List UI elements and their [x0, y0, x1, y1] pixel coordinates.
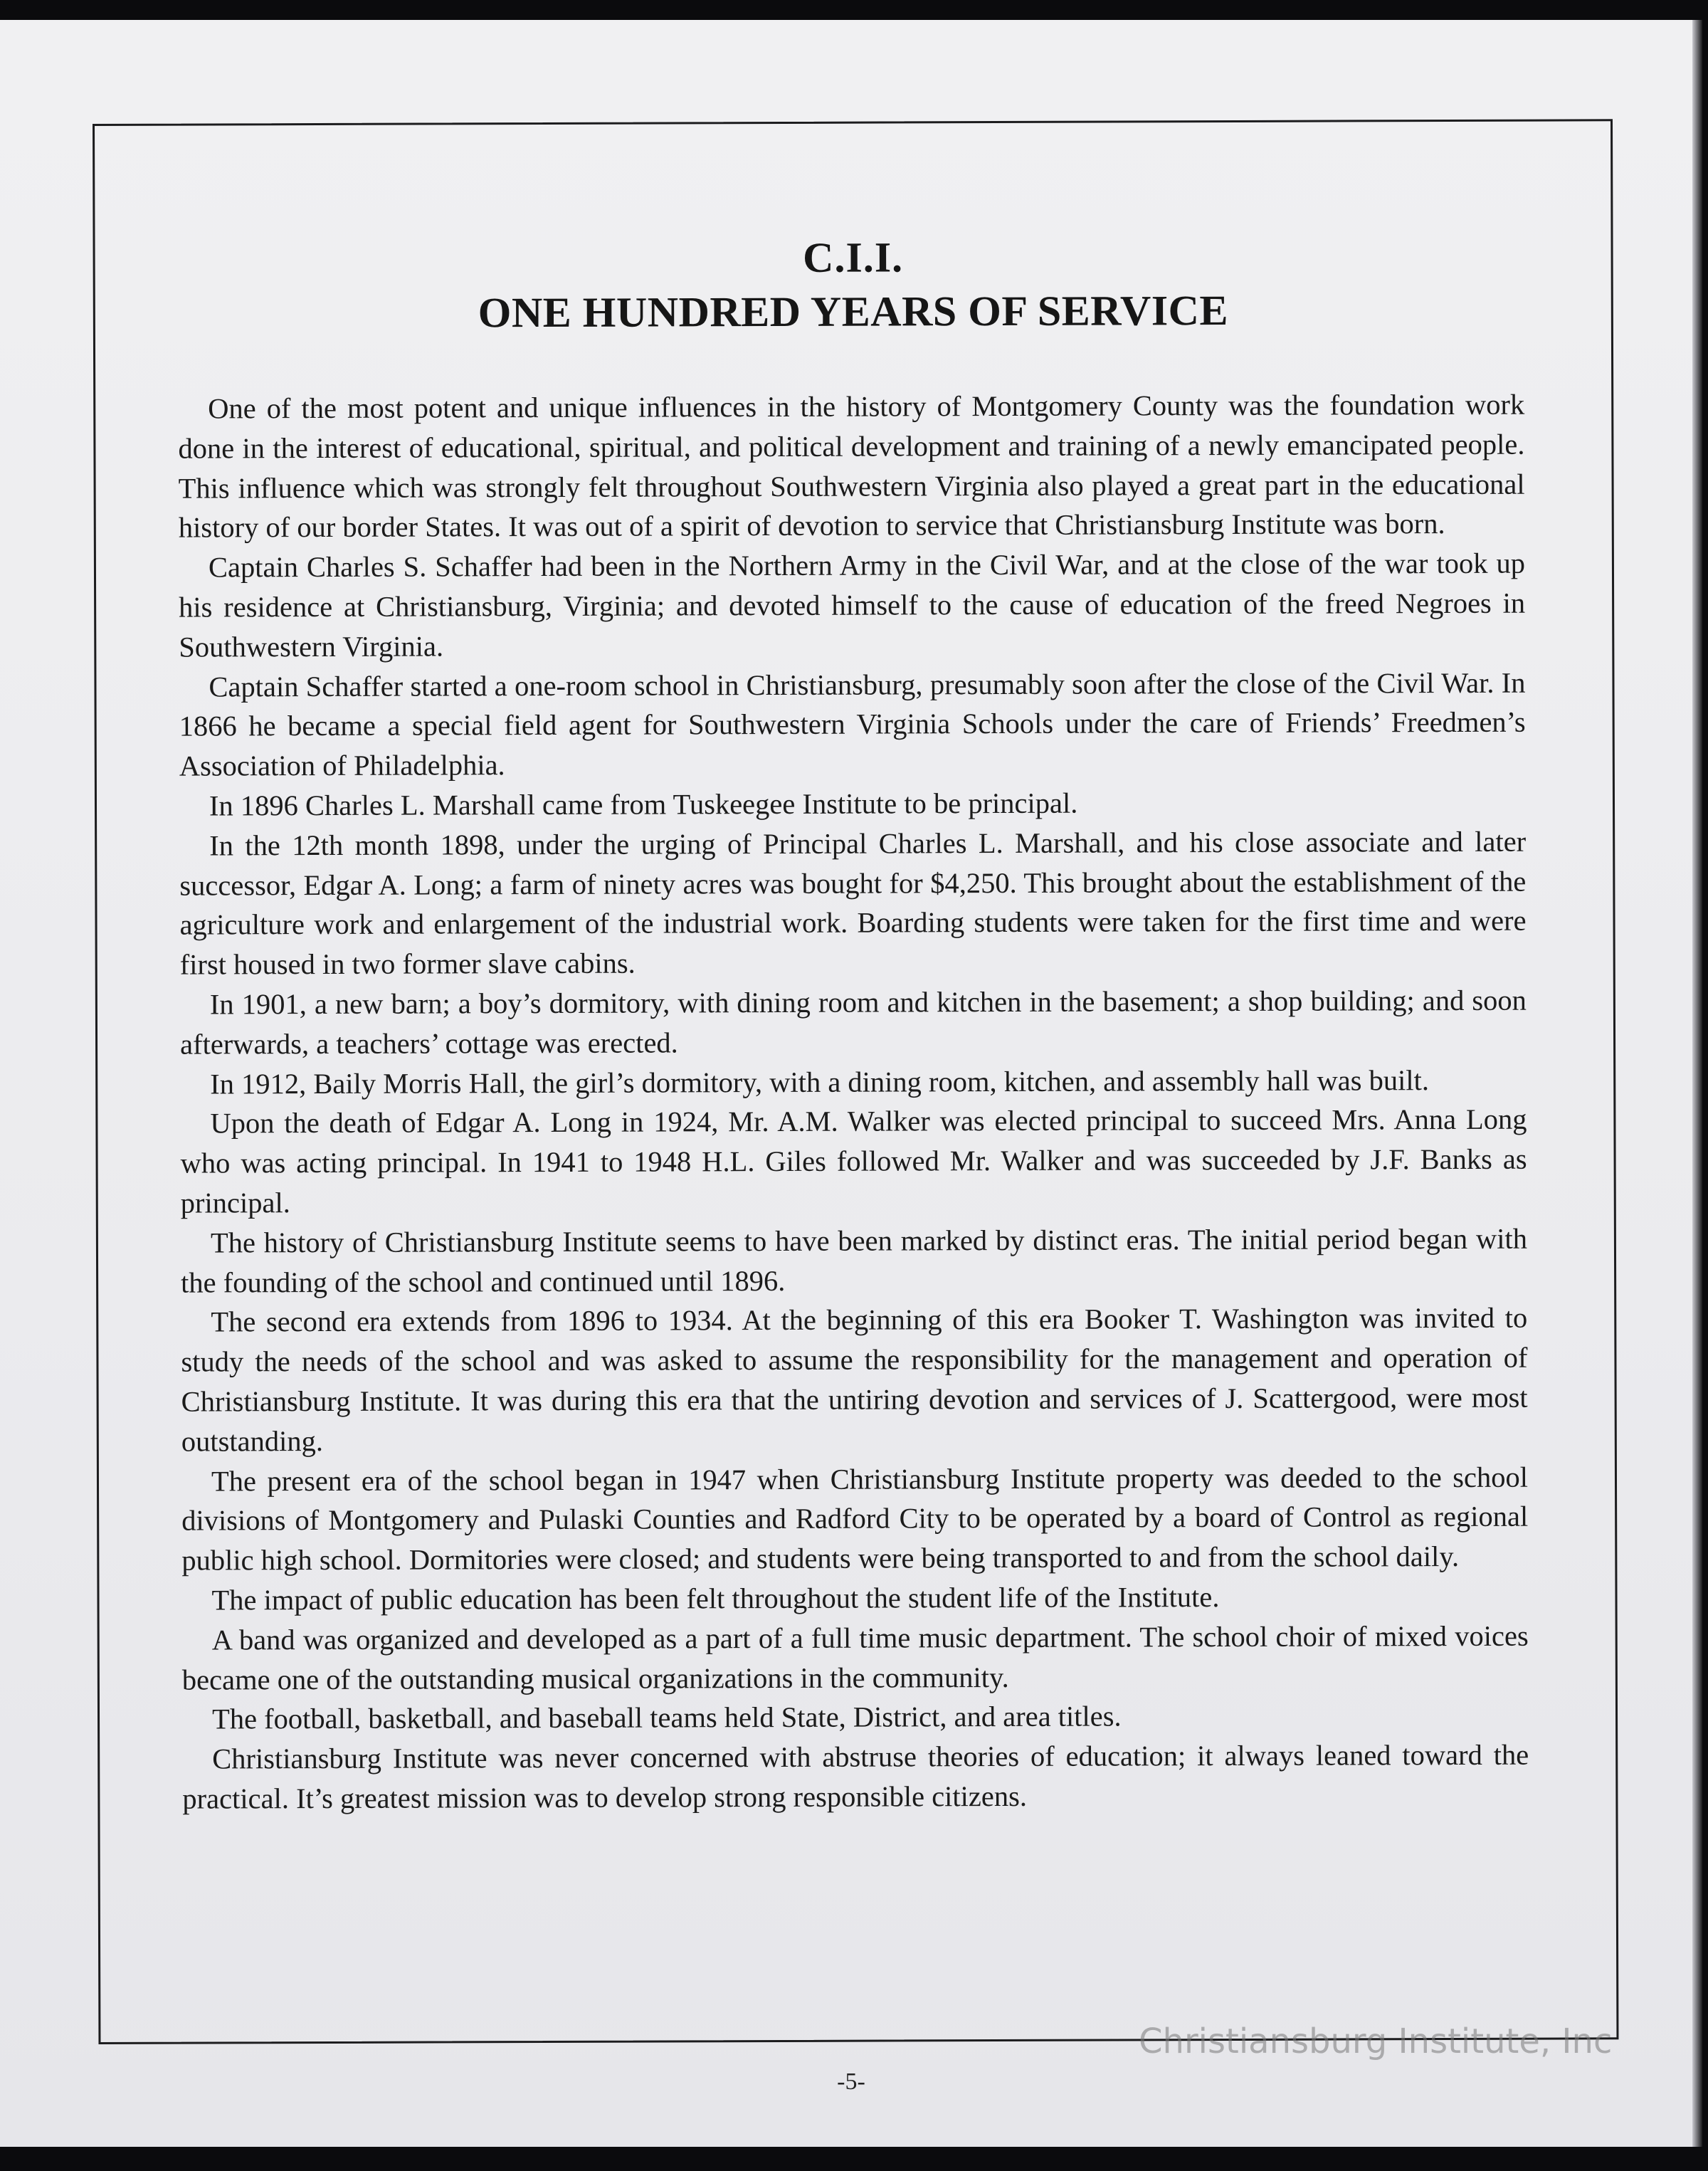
paragraph: In the 12th month 1898, under the urging of Principal Charles L. Marshall, and his close associate and later successor, Edgar A. Long; a farm of ninety acres was bought for $4,250. This brought about the establishment of the agriculture work and enlargement of the industrial work. Boarding students were taken for the first time and were first housed in two former slave cabins.: [179, 825, 1527, 981]
paragraph: Christiansburg Institute was never concerned with abstruse theories of education; it always leaned toward the practical. It’s greatest mission was to develop strong responsible citizens.: [182, 1738, 1529, 1815]
watermark: Christiansburg Institute, Inc: [1139, 2022, 1613, 2061]
paragraph: Captain Charles S. Schaffer had been in the Northern Army in the Civil War, and at the close of the war took up his residence at Christiansburg, Virginia; and devoted himself to the cause of education of the freed Negroes in Southwestern Virginia.: [179, 547, 1526, 663]
paragraph: Captain Schaffer started a one-room school in Christiansburg, presumably soon after the close of the Civil War. In 1866 he became a special field agent for Southwestern Virginia Schools under the care of Friends’ Freedmen’s Association of Philadelphia.: [179, 666, 1526, 782]
paragraph: The football, basketball, and baseball teams held State, District, and area titles.: [211, 1700, 1122, 1735]
paragraph: The history of Christiansburg Institute seems to have been marked by distinct eras. The initial period began with the founding of the school and continued until 1896.: [181, 1222, 1528, 1299]
paragraph: The second era extends from 1896 to 1934. At the beginning of this era Booker T. Washington was invited to study the needs of the school and was asked to assume the responsibility for the management and operation of Christiansburg Institute. It was during this era that the untiring devotion and services of J. Scattergood, were most outstanding.: [181, 1302, 1528, 1458]
paragraph: The present era of the school began in 1947 when Christiansburg Institute property was deeded to the school divisions of Montgomery and Pulaski Counties and Radford City to be operated by a board of Control as regional public high school. Dormitories were closed; and students were being transported to and from the school daily.: [181, 1461, 1529, 1577]
content-border-frame: [93, 119, 1618, 2044]
paragraph: The impact of public education has been felt throughout the student life of the Institute.: [211, 1580, 1220, 1617]
paragraph: In 1901, a new barn; a boy’s dormitory, with dining room and kitchen in the basement; a shop building; and soon afterwards, a teachers’ cottage was erected.: [179, 984, 1527, 1061]
paragraph: One of the most potent and unique influences in the history of Montgomery County was the foundation work done in the interest of educational, spiritual, and political development and training of a newly emancipated people. This influence which was strongly felt throughout Southwestern Virginia also played a great part in the educational history of our border States. It was out of a spirit of devotion to service that Christiansburg Institute was born.: [178, 388, 1525, 545]
title-line-2: ONE HUNDRED YEARS OF SERVICE: [478, 286, 1229, 337]
page-edge-shadow: [1692, 20, 1702, 2147]
title-line-1: C.I.I.: [802, 233, 904, 281]
page-title: [95, 228, 1611, 341]
article-body: [178, 385, 1529, 1819]
page-sheet: [0, 20, 1702, 2147]
paragraph: Upon the death of Edgar A. Long in 1924, Mr. A.M. Walker was elected principal to succeed Mrs. Anna Long who was acting principal. In 1941 to 1948 H.L. Giles followed Mr. Walker and was succeeded by J.F. Banks as principal.: [180, 1103, 1527, 1219]
paragraph: In 1912, Baily Morris Hall, the girl’s dormitory, with a dining room, kitchen, and assembly hall was built.: [210, 1063, 1430, 1100]
paragraph: In 1896 Charles L. Marshall came from Tuskeegee Institute to be principal.: [209, 787, 1078, 822]
page-number: -5-: [837, 2069, 865, 2095]
paragraph: A band was organized and developed as a part of a full time music department. The school choir of mixed voices became one of the outstanding musical organizations in the community.: [181, 1619, 1529, 1696]
